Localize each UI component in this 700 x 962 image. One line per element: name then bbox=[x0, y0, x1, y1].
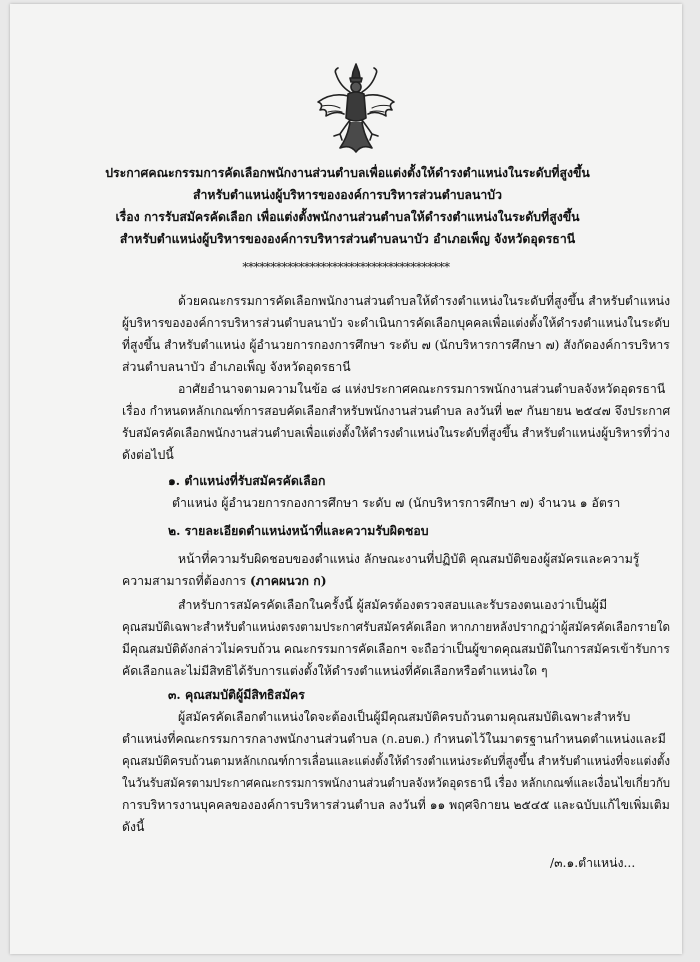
announcement-header bbox=[70, 162, 625, 250]
section-2-p2-line-3: มีคุณสมบัติดังกล่าวไม่ครบถ้วน คณะกรรมการคัดเลือกฯ จะถือว่าเป็นผู้ขาดคุณสมบัติในการสมัครเข้ารับการ bbox=[122, 642, 670, 656]
section-2-p1-line-1: หน้าที่ความรับผิดชอบของตำแหน่ง ลักษณะงานที่ปฏิบัติ คุณสมบัติของผู้สมัครและความรู้ bbox=[178, 552, 640, 566]
section-2-p1-line-2-text: ความสามารถที่ต้องการ bbox=[122, 574, 250, 588]
section-2-p2-line-2: คุณสมบัติเฉพาะสำหรับตำแหน่งตรงตามประกาศรับสมัครคัดเลือก หากภายหลังปรากฏว่าผู้สมัครคัดเลือกรายใด bbox=[122, 620, 671, 634]
section-3-p1-line-2: ตำแหน่งที่คณะกรรมการกลางพนักงานส่วนตำบล (ก.อบต.) กำหนดไว้ในมาตรฐานกำหนดตำแหน่งและมี bbox=[122, 732, 666, 746]
section-2-p1-line-2 bbox=[122, 570, 327, 592]
document-page bbox=[10, 4, 682, 954]
intro-p1-line-4: ส่วนตำบลนาบัว อำเภอเพ็ญ จังหวัดอุดรธานี bbox=[122, 360, 351, 374]
intro-p2-line-4: ดังต่อไปนี้ bbox=[122, 448, 174, 462]
appendix-a-reference: (ภาคผนวก ก) bbox=[249, 573, 327, 588]
header-line-4: สำหรับตำแหน่งผู้บริหารขององค์การบริหารส่วนตำบลนาบัว อำเภอเพ็ญ จังหวัดอุดรธานี bbox=[119, 231, 576, 246]
section-2-p2-line-4: คัดเลือกและไม่มีสิทธิได้รับการแต่งตั้งให้ดำรงตำแหน่งที่คัดเลือกหรือตำแหน่งใด ๆ bbox=[122, 664, 548, 678]
header-line-1: ประกาศคณะกรรมการคัดเลือกพนักงานส่วนตำบลเพื่อแต่งตั้งให้ดำรงตำแหน่งในระดับที่สูงขึ้น bbox=[105, 165, 590, 180]
intro-p1-line-3: ที่สูงขึ้น สำหรับตำแหน่ง ผู้อำนวยการกองการศึกษา ระดับ ๗ (นักบริหารการศึกษา ๗) สังกัดองค์การบริหาร bbox=[122, 338, 670, 352]
separator-stars: ************************************* bbox=[242, 260, 450, 274]
header-line-3: เรื่อง การรับสมัครคัดเลือก เพื่อแต่งตั้งพนักงานส่วนตำบลให้ดำรงตำแหน่งในระดับที่สูงขึ้น bbox=[115, 209, 580, 224]
section-3-p1-line-1: ผู้สมัครคัดเลือกตำแหน่งใดจะต้องเป็นผู้มีคุณสมบัติครบถ้วนตามคุณสมบัติเฉพาะสำหรับ bbox=[178, 710, 631, 724]
intro-p1-line-1: ด้วยคณะกรรมการคัดเลือกพนักงานส่วนตำบลให้ดำรงตำแหน่งในระดับที่สูงขึ้น สำหรับตำแหน่ง bbox=[178, 294, 671, 308]
section-1-heading: ๑. ตำแหน่งที่รับสมัครคัดเลือก bbox=[168, 473, 326, 488]
section-3-p1-line-5: การบริหารงานบุคคลขององค์การบริหารส่วนตำบล ลงวันที่ ๑๑ พฤศจิกายน ๒๕๔๕ และฉบับแก้ไขเพิ่มเติม bbox=[122, 798, 670, 812]
section-2-heading: ๒. รายละเอียดตำแหน่งหน้าที่และความรับผิดชอบ bbox=[168, 523, 429, 538]
section-3-p1-line-4: ในวันรับสมัครตามประกาศคณะกรรมการพนักงานส่วนตำบลจังหวัดอุดรธานี เรื่อง หลักเกณฑ์และเงื่อนไขเกี่ยวกับ bbox=[122, 776, 671, 790]
section-3-p1-line-6: ดังนี้ bbox=[122, 820, 145, 834]
header-line-2: สำหรับตำแหน่งผู้บริหารขององค์การบริหารส่วนตำบลนาบัว bbox=[193, 187, 502, 202]
section-3-p1-line-3: คุณสมบัติครบถ้วนตามหลักเกณฑ์การเลื่อนและแต่งตั้งให้ดำรงตำแหน่งระดับที่สูงขึ้น สำหรับตำแหน่งที่จะแต่งตั้ง bbox=[122, 754, 671, 768]
intro-p1-line-2: ผู้บริหารขององค์การบริหารส่วนตำบลนาบัว จะดำเนินการคัดเลือกบุคคลเพื่อแต่งตั้งให้ดำรงตำแหน่งในระดับ bbox=[122, 316, 670, 330]
garuda-emblem-icon bbox=[310, 62, 402, 154]
section-2-p2-line-1: สำหรับการสมัครคัดเลือกในครั้งนี้ ผู้สมัครต้องตรวจสอบและรับรองตนเองว่าเป็นผู้มี bbox=[178, 598, 608, 612]
intro-p2-line-2: เรื่อง กำหนดหลักเกณฑ์การสอบคัดเลือกสำหรับพนักงานส่วนตำบล ลงวันที่ ๒๙ กันยายน ๒๕๔๗ จึงประกาศ bbox=[122, 404, 671, 418]
intro-p2-line-1: อาศัยอำนาจตามความในข้อ ๘ แห่งประกาศคณะกรรมการพนักงานส่วนตำบลจังหวัดอุดรธานี bbox=[178, 382, 666, 396]
page-continuation: /๓.๑.ตำแหน่ง... bbox=[550, 856, 636, 870]
intro-p2-line-3: รับสมัครคัดเลือกพนักงานส่วนตำบลเพื่อแต่งตั้งให้ดำรงตำแหน่งในระดับที่สูงขึ้น สำหรับตำแหน่งผู้บริหารที่ว่าง bbox=[122, 426, 670, 440]
section-1-body: ตำแหน่ง ผู้อำนวยการกองการศึกษา ระดับ ๗ (นักบริหารการศึกษา ๗) จำนวน ๑ อัตรา bbox=[172, 496, 621, 510]
section-3-heading: ๓. คุณสมบัติผู้มีสิทธิสมัคร bbox=[168, 687, 305, 702]
